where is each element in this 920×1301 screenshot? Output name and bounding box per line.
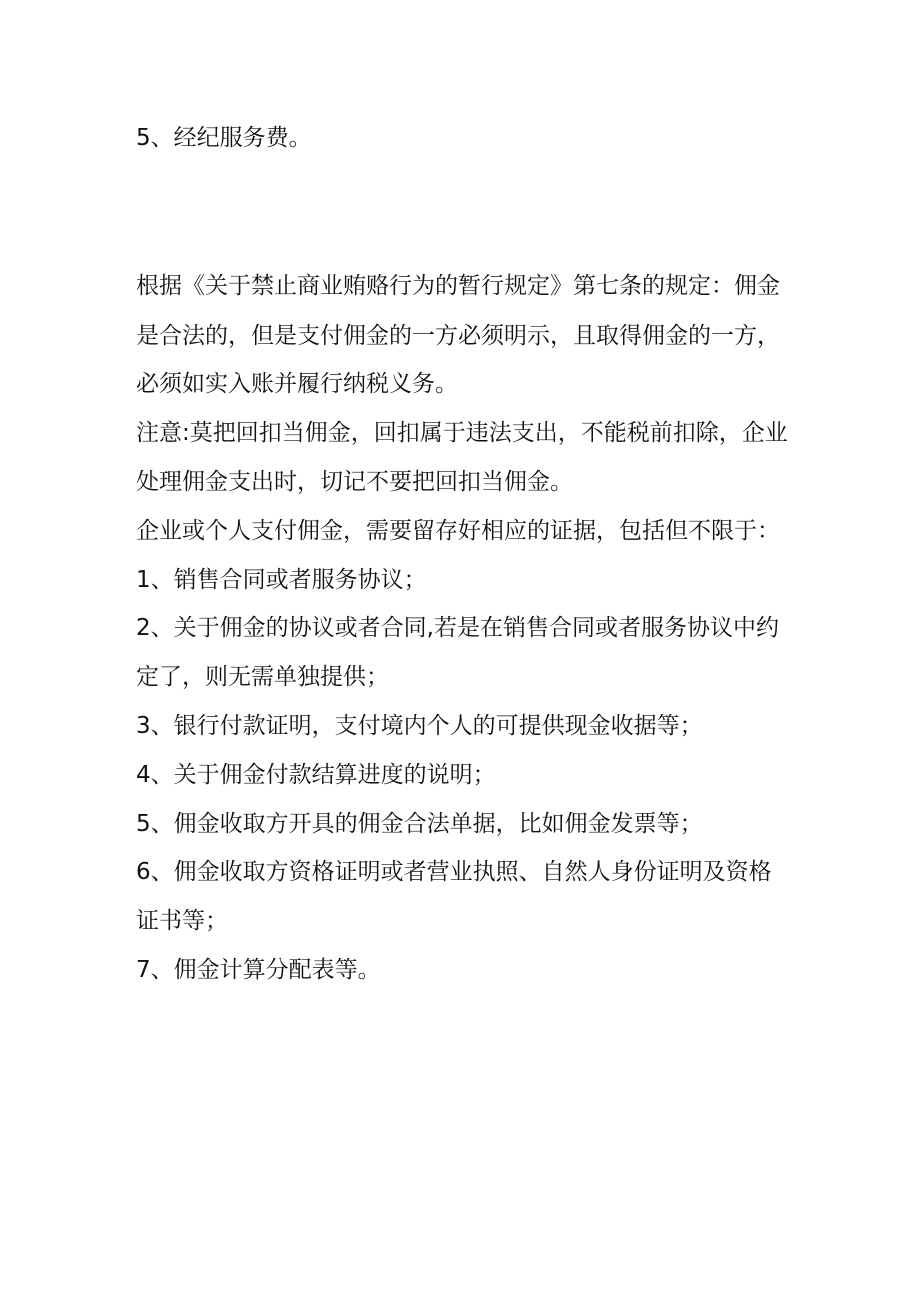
list-item-continuation: 证书等； (136, 908, 228, 934)
evidence-intro-line: 企业或个人支付佣金，需要留存好相应的证据，包括但不限于： (136, 518, 780, 544)
paragraph-line: 根据《关于禁止商业贿赂行为的暂行规定》第七条的规定：佣金 (136, 273, 780, 299)
list-item: 1、销售合同或者服务协议； (136, 567, 427, 593)
paragraph-line: 必须如实入账并履行纳税义务。 (136, 371, 458, 397)
list-item-continuation: 定了，则无需单独提供； (136, 664, 389, 690)
list-item: 7、佣金计算分配表等。 (136, 957, 381, 983)
list-item: 3、银行付款证明，支付境内个人的可提供现金收据等； (136, 713, 703, 739)
list-item: 5、佣金收取方开具的佣金合法单据，比如佣金发票等； (136, 811, 703, 837)
list-item-brokerage-fee: 5、经纪服务费。 (136, 125, 312, 151)
list-item: 2、关于佣金的协议或者合同,若是在销售合同或者服务协议中约 (136, 615, 779, 641)
note-line: 注意:莫把回扣当佣金，回扣属于违法支出，不能税前扣除，企业 (136, 420, 788, 446)
list-item: 6、佣金收取方资格证明或者营业执照、自然人身份证明及资格 (136, 859, 772, 885)
note-line: 处理佣金支出时，切记不要把回扣当佣金。 (136, 469, 573, 495)
list-item: 4、关于佣金付款结算进度的说明； (136, 762, 496, 788)
paragraph-line: 是合法的，但是支付佣金的一方必须明示，且取得佣金的一方， (136, 323, 780, 349)
